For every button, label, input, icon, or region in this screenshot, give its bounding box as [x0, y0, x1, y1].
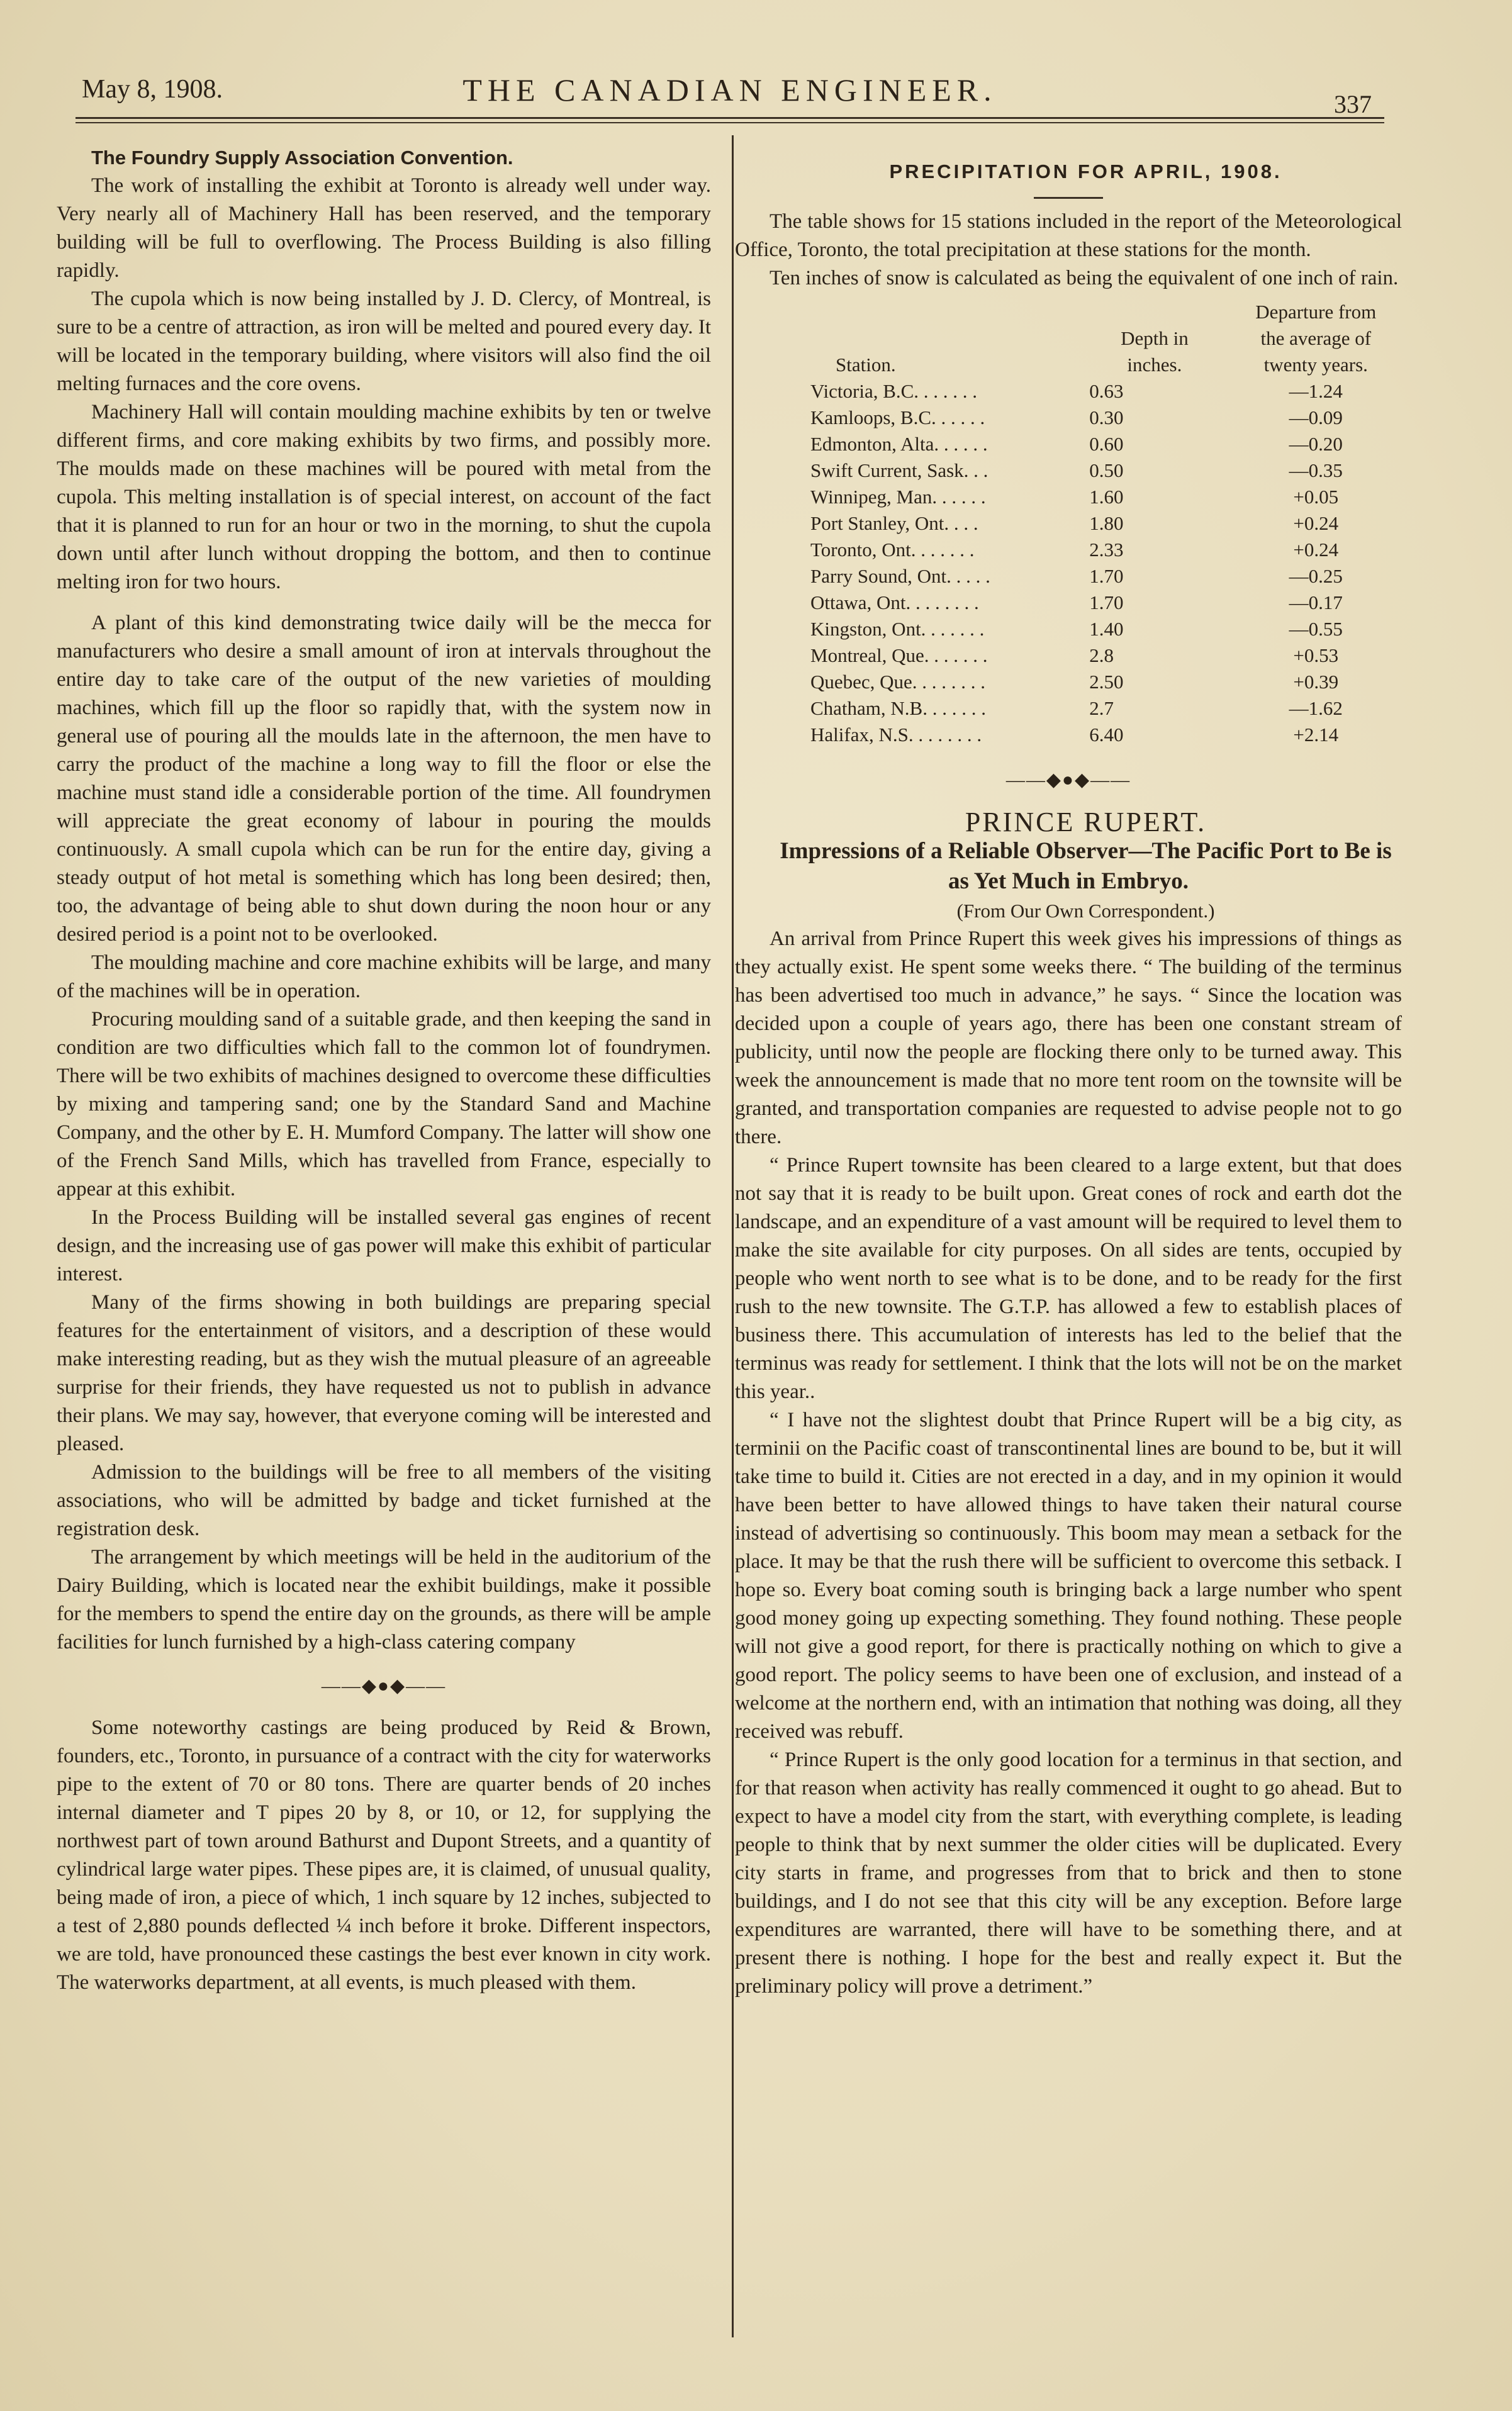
- depth-cell: 1.80: [1089, 512, 1124, 534]
- issue-date: May 8, 1908.: [82, 75, 223, 104]
- article-paragraph: “ Prince Rupert townsite has been cleared to a large extent, but that does not say that it is ready to be built upon. Great cones of rock and earth dot the landscape, and an expenditure of a vast amount will be required to level them to make the site available for city purposes. On all sides are tents, occupied by people who went north to see what is to be done, and to be ready for the first rush to the new townsite. The G.T.P. has allowed a few to establish places of business there. This accumulation of interests has led to the belief that the terminus was ready for settlement. I think that the lots will not be on the market this year..: [735, 1154, 1402, 1403]
- col-departure-line2: the average of: [1260, 327, 1372, 349]
- col-depth-line1: Depth in: [1121, 327, 1189, 349]
- table-row: [810, 510, 1402, 537]
- depth-cell: 0.60: [1089, 433, 1124, 455]
- table-row: [810, 669, 1402, 695]
- article-paragraph: “ I have not the slightest doubt that Prince Rupert will be a big city, as terminii on the Pacific coast of transcontinental lines are bound to be, but it will take time to build it. Cities are not erected in a day, and in my opinion it would have been better to have allowed things to have taken their natural course instead of advertising so continuously. This boom may mean a setback for the place. It may be that the rush there will be sufficient to overcome this setback. I hope so. Every boat coming south is bringing back a large number who spent good money going up expecting something. They found nothing. These people will not give a good report, for there is practically nothing on which to give a good report. The policy seems to have been one of exclusion, and instead of a welcome at the northern end, with an intimation that nothing was doing, all they received was rebuff.: [735, 1409, 1402, 1743]
- depth-cell: 2.50: [1089, 671, 1124, 693]
- depth-cell: 2.7: [1089, 697, 1114, 719]
- table-header-row-2: [810, 325, 1402, 352]
- table-row: [810, 616, 1402, 642]
- article-paragraph: “ Prince Rupert is the only good location for a terminus in that section, and for that reason when activity has really commenced it ought to go ahead. But to expect to have a model city from the start, with everything complete, is leading people to think that by next summer the older cities will be duplicated. Every city starts in frame, and progresses from that to brick and then to stone buildings, and I do not see that this city will be any exception. Before large expenditures are warranted, there will have to be something there, and at present there is nothing. I hope for the best and really expect it. But the preliminary policy will prove a detriment.”: [735, 1748, 1402, 1998]
- station-cell: Chatham, N.B. . . . . . .: [810, 697, 986, 719]
- departure-cell: —0.35: [1289, 459, 1343, 481]
- depth-cell: 2.8: [1089, 644, 1114, 666]
- article-paragraph-castings: Some noteworthy castings are being produced by Reid & Brown, founders, etc., Toronto, in pursuance of a contract with the city for waterworks pipe to the extent of 70 or 80 tons. There are quarter bends of 20 inches internal diameter and T pipes 20 by 8, or 10, or 12, for supplying the northwest part of town around Bathurst and Dupont Streets, and a quantity of cylindrical large water pipes. These pipes are, it is claimed, of unusual quality, being made of iron, a piece of which, 1 inch square by 12 inches, subjected to a test of 2,880 pounds deflected ¼ inch before it broke. Different inspectors, we are told, have pronounced these castings the best ever known in city work. The waterworks department, at all events, is much pleased with them.: [57, 1716, 711, 1994]
- table-row: [810, 722, 1402, 748]
- depth-cell: 0.63: [1089, 380, 1124, 402]
- depth-cell: 6.40: [1089, 724, 1124, 746]
- departure-cell: +0.24: [1293, 512, 1339, 534]
- station-cell: Parry Sound, Ont. . . . .: [810, 565, 990, 587]
- departure-cell: —0.25: [1289, 565, 1343, 587]
- col-station: Station.: [836, 354, 896, 376]
- heading-rule: [1034, 197, 1103, 199]
- station-cell: Port Stanley, Ont. . . .: [810, 512, 978, 534]
- table-row: [810, 431, 1402, 457]
- departure-cell: —1.62: [1289, 697, 1343, 719]
- station-cell: Ottawa, Ont. . . . . . . .: [810, 591, 979, 613]
- precip-paragraph: Ten inches of snow is calculated as being the equivalent of one inch of rain.: [770, 267, 1399, 289]
- station-cell: Victoria, B.C. . . . . . .: [810, 380, 978, 402]
- precip-paragraph: The table shows for 15 stations included in the report of the Meteorological Office, Toronto, the total precipitation at these stations for the month.: [735, 210, 1402, 261]
- station-cell: Montreal, Que. . . . . . .: [810, 644, 988, 666]
- article-paragraph: An arrival from Prince Rupert this week gives his impressions of things as they actually exist. He spent some weeks there. “ The building of the terminus has been advertised too much in advance,” he says. “ Since the location was decided upon a couple of years ago, there has been one constant stream of publicity, until now the people are flocking there only to be turned away. This week the announcement is made that no more tent room on the townsite will be granted, and transportation companies are requested to advise people not to go there.: [735, 927, 1402, 1148]
- col-departure-line1: Departure from: [1255, 301, 1377, 323]
- table-row: [810, 484, 1402, 510]
- departure-cell: +0.24: [1293, 539, 1339, 561]
- section-ornament: ——◆●◆——: [1005, 769, 1131, 790]
- departure-cell: —0.20: [1289, 433, 1343, 455]
- station-cell: Kingston, Ont. . . . . . .: [810, 618, 985, 640]
- article-paragraph: Machinery Hall will contain moulding machine exhibits by ten or twelve different firms, and core making exhibits by two firms, and possibly more. The moulds made on these machines will be poured with metal from the cupola. This melting installation is of special interest, on account of the fact that it is planned to run for an hour or two in the morning, to shut the cupola down until after lunch without dropping the bottom, and then to continue melting iron for two hours.: [57, 401, 711, 593]
- prince-rupert-subtitle: Impressions of a Reliable Observer—The Pacific Port to Be is as Yet Much in Embryo.: [780, 838, 1392, 894]
- article-paragraph: Procuring moulding sand of a suitable grade, and then keeping the sand in condition are two difficulties which fall to the common lot of foundrymen. There will be two exhibits of machines designed to overcome these difficulties by mixing and tampering sand; one by the Standard Sand and Machine Company, and the other by E. H. Mumford Company. The latter will show one of the French Sand Mills, which has travelled from France, especially to appear at this exhibit.: [57, 1008, 711, 1200]
- col-departure-line3: twenty years.: [1263, 354, 1368, 376]
- station-cell: Toronto, Ont. . . . . . .: [810, 539, 975, 561]
- page-header: [76, 70, 1384, 118]
- departure-cell: —0.55: [1289, 618, 1343, 640]
- depth-cell: 0.30: [1089, 406, 1124, 428]
- depth-cell: 1.70: [1089, 591, 1124, 613]
- station-cell: Kamloops, B.C. . . . . .: [810, 406, 985, 428]
- depth-cell: 0.50: [1089, 459, 1124, 481]
- station-cell: Winnipeg, Man. . . . . .: [810, 486, 986, 508]
- departure-cell: +2.14: [1293, 724, 1339, 746]
- depth-cell: 2.33: [1089, 539, 1124, 561]
- publication-title: THE CANADIAN ENGINEER.: [462, 72, 997, 108]
- article-paragraph: The work of installing the exhibit at Toronto is already well under way. Very nearly all of Machinery Hall has been reserved, and the temporary building will be full to overflowing. The Process Building is also filling rapidly.: [57, 174, 711, 282]
- station-cell: Swift Current, Sask. . .: [810, 459, 988, 481]
- article-paragraph: The cupola which is now being installed by J. D. Clercy, of Montreal, is sure to be a centre of attraction, as iron will be melted and poured every day. It will be located in the temporary building, where visitors will also find the oil melting furnaces and the core ovens.: [57, 288, 711, 395]
- article-paragraph: The arrangement by which meetings will be held in the auditorium of the Dairy Building, which is located near the exhibit buildings, make it possible for the members to spend the entire day on the grounds, as there will be ample facilities for lunch furnished by a high-class catering company: [57, 1546, 711, 1653]
- table-row: [810, 695, 1402, 722]
- departure-cell: +0.53: [1293, 644, 1339, 666]
- station-cell: Quebec, Que. . . . . . . .: [810, 671, 986, 693]
- table-body: [810, 378, 1402, 748]
- precipitation-heading: PRECIPITATION FOR APRIL, 1908.: [889, 160, 1282, 182]
- depth-cell: 1.40: [1089, 618, 1124, 640]
- article-paragraph: Many of the firms showing in both buildings are preparing special features for the entertainment of visitors, and a description of these would make interesting reading, but as they wish the mutual pleasure of an agreeable surprise for their friends, they have requested us not to publish in advance their plans. We may say, however, that everyone coming will be interested and pleased.: [57, 1291, 711, 1455]
- departure-cell: —0.09: [1289, 406, 1343, 428]
- table-row: [810, 378, 1402, 405]
- column-divider: [732, 135, 734, 2337]
- table-row: [810, 405, 1402, 431]
- article-paragraph: In the Process Building will be installed several gas engines of recent design, and the increasing use of gas power will make this exhibit of particular interest.: [57, 1206, 711, 1285]
- depth-cell: 1.70: [1089, 565, 1124, 587]
- left-column: [57, 143, 711, 1997]
- header-rule-secondary: [76, 122, 1384, 123]
- precipitation-table: [810, 299, 1402, 748]
- prince-rupert-title: PRINCE RUPERT.: [965, 807, 1207, 837]
- article-paragraph: A plant of this kind demonstrating twice daily will be the mecca for manufacturers who desire a small amount of iron at intervals throughout the entire day to take care of the output of the new varieties of moulding machines, which fill up the floor so rapidly that, with the system now in general use of pouring all the moulds late in the afternoon, the men have to carry the product of the machine a long way to fill the floor or else the machine must stand idle a considerable portion of the time. All foundrymen will appreciate the great economy of labour in pouring the moulds continuously. A small cupola which can be run for the entire day, giving a steady output of hot metal is something which has long been desired; then, too, the advantage of being able to shut down during the noon hour or any desired period is a point not to be overlooked.: [57, 612, 711, 946]
- section-ornament: ——◆●◆——: [321, 1675, 447, 1696]
- table-row: [810, 590, 1402, 616]
- table-row: [810, 537, 1402, 563]
- page-number: 337: [1334, 90, 1372, 118]
- departure-cell: —0.17: [1289, 591, 1343, 613]
- table-header-row-1: [810, 299, 1402, 325]
- table-row: [810, 642, 1402, 669]
- header-rule: [76, 117, 1384, 119]
- departure-cell: +0.39: [1293, 671, 1339, 693]
- departure-cell: +0.05: [1293, 486, 1339, 508]
- table-row: [810, 457, 1402, 484]
- col-depth-line2: inches.: [1127, 354, 1182, 376]
- article-heading-foundry: The Foundry Supply Association Convention.: [91, 147, 513, 169]
- table-header-row-3: [810, 352, 1402, 378]
- table-row: [810, 563, 1402, 590]
- station-cell: Halifax, N.S. . . . . . . .: [810, 724, 982, 746]
- right-column: [735, 157, 1402, 2001]
- article-paragraph: Admission to the buildings will be free to all members of the visiting associations, who will be admitted by badge and ticket furnished at the registration desk.: [57, 1461, 711, 1540]
- article-paragraph: The moulding machine and core machine exhibits will be large, and many of the machines will be in operation.: [57, 951, 711, 1002]
- departure-cell: —1.24: [1289, 380, 1343, 402]
- station-cell: Edmonton, Alta. . . . . .: [810, 433, 988, 455]
- correspondent-note: (From Our Own Correspondent.): [956, 900, 1215, 922]
- depth-cell: 1.60: [1089, 486, 1124, 508]
